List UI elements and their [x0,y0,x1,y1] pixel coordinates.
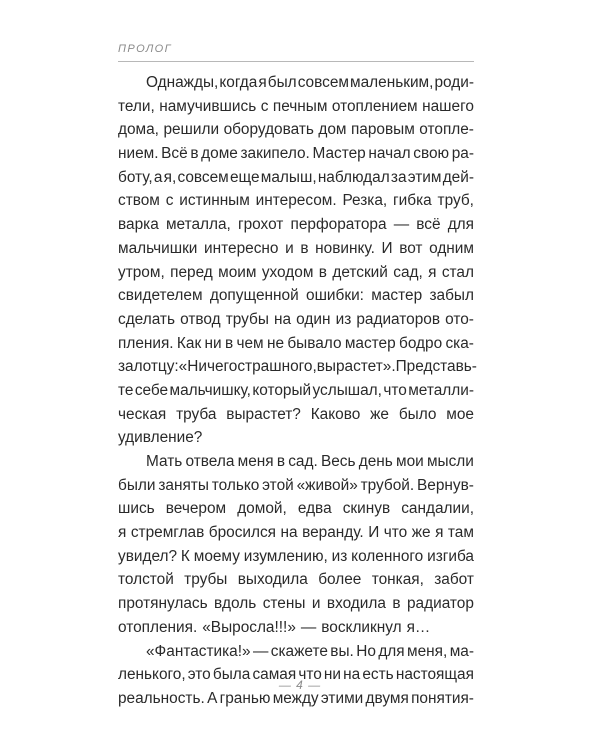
text-line: толстой трубы выходила более тонкая, забот [118,571,474,589]
text-line: боту, а я, совсем еще малыш, наблюдал за этим дей- [118,168,474,186]
text-line: «Фантастика!» — скажете вы. Но для меня, ма- [146,642,474,660]
text-line: утром, перед моим уходом в детский сад, я стал [118,263,474,281]
text-line: я стремглав бросился на веранду. И что же я там [118,524,474,542]
text-line: сделать отвод трубы на один из радиаторов ото- [118,310,474,328]
text-line: Однажды, когда я был совсем маленьким, роди- [146,74,474,91]
text-line: шись вечером домой, едва скинув сандалии, [118,500,474,518]
text-line: отопления. «Выросла!!!» — воскликнул я… [118,618,431,636]
text-line: Мать отвела меня в сад. Весь день мои мысли [146,453,474,470]
text-line: дома, решили оборудовать дом паровым отопле- [118,121,474,139]
header-rule [118,61,474,62]
text-line: протянулась вдоль стены и входила в радиатор [118,595,474,613]
text-line: реальность. А гранью между этими двумя понятия- [118,689,474,707]
text-line: увидел? К моему изумлению, из коленного изгиба [118,547,474,565]
text-line: свидетелем допущенной ошибки: мастер забыл [118,287,474,305]
body-text [118,71,477,711]
text-line: удивление? [118,429,203,447]
text-line: были заняты только этой «живой» трубой. Вернув- [118,476,474,494]
text-line: ством с истинным интересом. Резка, гибка труб, [118,192,474,210]
text-line: ческая труба вырастет? Каково же было мое [118,405,474,423]
text-line: нием. Всё в доме закипело. Мастер начал свою ра- [118,145,474,163]
text-line: ленького, это была самая что ни на есть настоящая [118,666,474,684]
text-line: те себе мальчишку, который услышал, что металли- [118,381,474,399]
text-line: мальчишки интересно и в новинку. И вот одним [118,239,474,257]
page-number: — 4 — [278,678,322,692]
text-line: варка металла, грохот перфоратора — всё для [118,216,474,234]
text-line: зал отцу: «Ничего страшного, вырастет». Представь- [118,358,477,376]
text-line: пления. Как ни в чем не бывало мастер бодро ска- [118,334,474,352]
text-line: тели, намучившись с печным отоплением нашего [118,97,474,115]
running-head: ПРОЛОГ [118,43,172,55]
